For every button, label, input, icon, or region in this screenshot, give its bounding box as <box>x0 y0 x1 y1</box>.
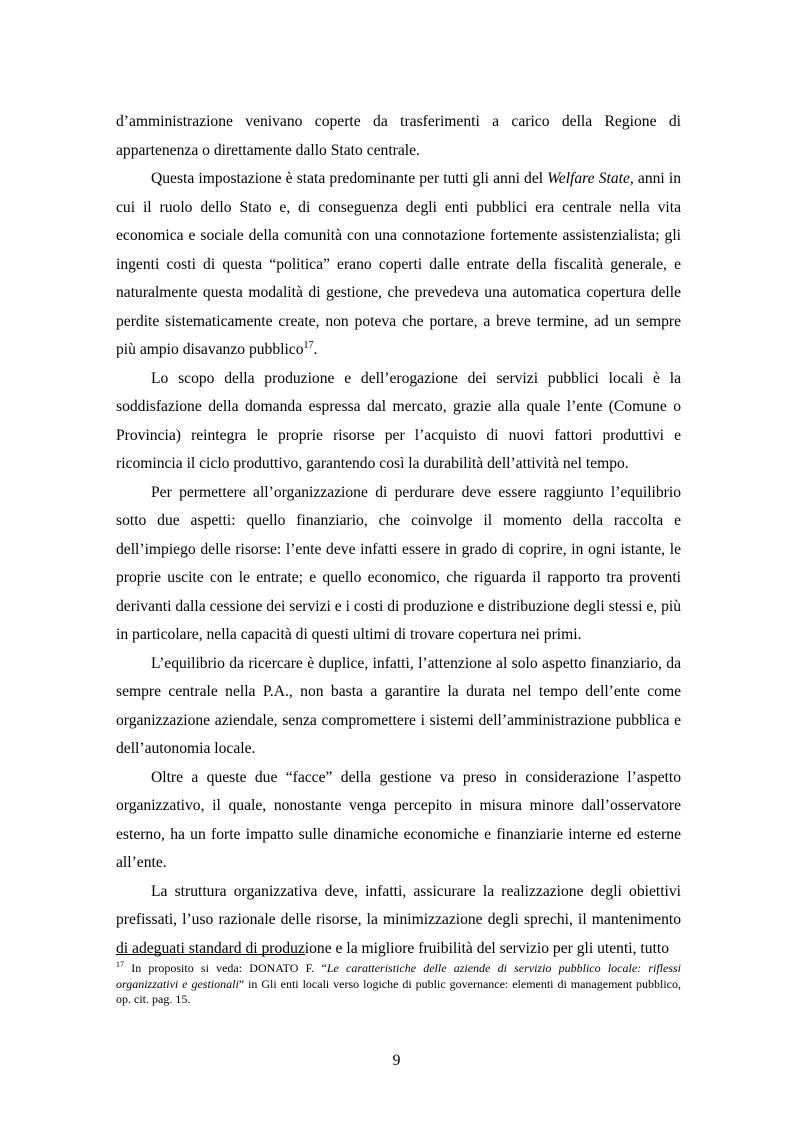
footnote-number: 17 <box>116 960 124 969</box>
sentence-period: . <box>313 341 318 358</box>
footnote-separator <box>116 954 305 955</box>
body-text <box>116 108 681 963</box>
paragraph-welfare-state <box>116 165 681 365</box>
footnote <box>116 961 681 1008</box>
welfare-text-after: , anni in cui il ruolo dello Stato e, di conseguenza degli enti pubblici era centrale nella vita <box>116 170 681 216</box>
paragraph-struttura-organizzativa: La struttura organizzativa deve, infatti, assicurare la realizzazione degli obiettivi prefissati, l’uso razionale delle risorse, la minimizzazione degli sprechi, il mantenimento di adeguati standard di produzione e la migliore fruibilità del servizio per gli utenti, tutto <box>116 882 681 957</box>
footnote-italic-title: Le caratteristiche delle aziende di servizio pubblico locale: riflessi organizzativi e gestionali <box>116 961 682 991</box>
paragraph-aspetto-organizzativo: Oltre a queste due “facce” della gestione va preso in considerazione l’aspetto organizzativo, il quale, nonostante venga percepito in misura minore dall’osservatore esterno, ha un forte impatto sulle dinamiche economiche e finanziarie interne ed esterne all’ente. <box>116 768 681 871</box>
paragraph-welfare-continuation: economica e sociale della comunità con una connotazione fortemente assistenzialista; gli ingenti costi di questa “politica” erano coperti dalle entrate della fiscalità generale, e naturalmente questa modalità di gestione, che prevedeva una automatica copertura delle perdite sistematicamente create, non poteva che portare, a breve termine, ad un sempre più ampio disavanzo pubblico <box>116 227 681 358</box>
footnote-reference[interactable]: 17 <box>303 339 314 351</box>
footnote-prefix: In proposito si veda: DONATO F. “ <box>124 961 327 975</box>
paragraph-equilibrio-duplice: L’equilibrio da ricercare è duplice, infatti, l’attenzione al solo aspetto finanziario, da sempre centrale nella P.A., non basta a garantire la durata nel tempo dell’ente come organizzazione aziendale, senza compromettere i sistemi dell’amministrazione pubblica e dell’autonomia locale. <box>116 654 681 757</box>
paragraph-scopo: Lo scopo della produzione e dell’erogazione dei servizi pubblici locali è la soddisfazione della domanda espressa dal mercato, grazie alla quale l’ente (Comune o Provincia) reintegra le proprie risorse per l’acquisto di nuovi fattori produttivi e ricomincia il ciclo produttivo, garantendo così la durabilità dell’attività nel tempo. <box>116 369 681 472</box>
footnote-suffix: ” in Gli enti locali verso logiche di public governance: elementi di management pubblico, op. cit. pag. 15. <box>116 976 682 1006</box>
page-number: 9 <box>392 1052 401 1069</box>
paragraph-continuation: d’amministrazione venivano coperte da trasferimenti a carico della Regione di appartenenza o direttamente dallo Stato centrale. <box>116 113 681 159</box>
welfare-text-before: Questa impostazione è stata predominante per tutti gli anni del <box>151 170 548 187</box>
paragraph-equilibrio-aspetti: Per permettere all’organizzazione di perdurare deve essere raggiunto l’equilibrio sotto due aspetti: quello finanziario, che coinvolge il momento della raccolta e dell’impiego delle risorse: l’ente deve infatti essere in grado di coprire, in ogni istante, le proprie uscite con le entrate; e quello economico, che riguarda il rapporto tra proventi derivanti dalla cessione dei servizi e i costi di produzione e distribuzione degli stessi e, più in particolare, nella capacità di questi ultimi di trovare copertura nei primi. <box>116 483 681 643</box>
welfare-state-italic: Welfare State <box>547 170 630 187</box>
